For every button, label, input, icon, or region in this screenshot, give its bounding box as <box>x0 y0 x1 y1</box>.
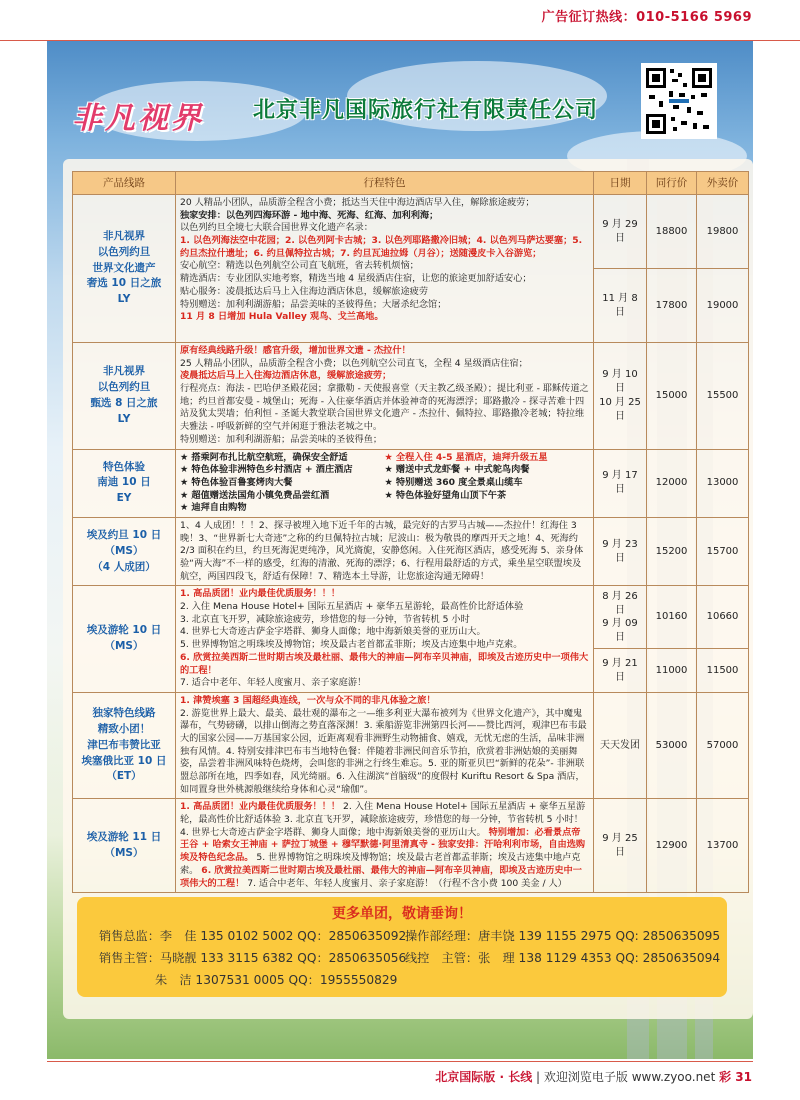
retail-price: 13700 <box>697 799 749 893</box>
feature-line: ★ 特别赠送 360 度全景桌山缆车 <box>384 476 523 488</box>
feature-line: 4. 世界七大奇迹古萨金字塔群、狮身人面像；地中海新娘美誉的亚历山大。 <box>180 626 486 638</box>
feature-line: 原有经典线路升级！感官升级，增加世界文遗 - 杰拉什！ <box>180 345 411 356</box>
route-features <box>176 195 594 343</box>
feature-line: ★ 特色体验非洲特色乡村酒店 + 酒庄酒店 <box>180 464 353 476</box>
departure-date: 9 月 23 日 <box>594 517 647 585</box>
table-row <box>73 586 749 649</box>
peer-price: 17800 <box>647 269 697 343</box>
table-row <box>73 799 749 893</box>
feature-line: 凌晨抵达后马上入住海边酒店休息，缓解旅途疲劳； <box>180 370 392 382</box>
feature-line: 3. 北京直飞开罗，减除旅途疲劳，珍惜您的每一分钟，节省转机 5 小时 <box>180 613 470 625</box>
retail-price: 57000 <box>697 692 749 799</box>
feature-line: 1. 高品质团！业内最佳优质服务！！！ <box>180 801 341 813</box>
feature-line: 7. 适合中老年、年轻人度蜜月、亲子家庭游！ <box>180 677 367 689</box>
route-features <box>176 586 594 693</box>
brand-logo: 非凡视界 <box>72 101 204 136</box>
departure-date: 9 月 21 日 <box>594 649 647 693</box>
table-row <box>73 343 749 450</box>
retail-price: 19000 <box>697 269 749 343</box>
route-name: 埃及游轮 11 日 （MS） <box>73 799 176 893</box>
route-features <box>176 449 594 517</box>
feature-line: 2. 游览世界上最大、最美、最壮观的瀑布之一—维多利亚大瀑布被列为《世界文化遗产》，其中魔鬼瀑布，气势磅礴，以排山倒海之势直落深渊！3. 乘船游览非洲第四长河——赞比西河，观津巴布韦最大的国家公园——万基国家公园，近距离观看非洲野生动物捕食、嬉戏，无忧无虑的生活，品味非洲独有风情。4. 特别安排津巴布韦当地特色餐：伴随着非洲民间音乐节拍，欣赏着非洲姑娘的美丽舞姿，品尝着非洲风味特色烧烤，会叫您的非洲之行终生难忘。5. 亚的斯亚贝巴“新鲜的花朵”- 非洲联盟总部所在地，四季如春，风光绮丽。6. 入住湖滨“首脑级”的度假村 Kuriftu Resort & Spa 酒店，如同置身世外桃源般继续给身体和心灵“瑜伽”。 <box>180 707 587 795</box>
col-header-features: 行程特色 <box>176 172 594 195</box>
route-name: 特色体验 南迪 10 日 EY <box>73 449 176 517</box>
peer-price: 15000 <box>647 343 697 450</box>
feature-line: 5. 世界博物馆之明珠埃及博物馆；埃及最古老首都孟菲斯；埃及古迹集中地卢克索。 <box>180 852 581 876</box>
route-name: 非凡视界 以色列约旦 世界文化遗产 奢选 10 日之旅 LY <box>73 195 176 343</box>
feature-line: 安心航空：精选以色列航空公司直飞航班，省去转机烦恼； <box>180 260 419 272</box>
peer-price: 11000 <box>647 649 697 693</box>
departure-date: 8 月 26 日 9 月 09 日 <box>594 586 647 649</box>
feature-line: 6. 欣赏拉美西斯二世时期古埃及最杜丽、最伟大的神庙—阿布辛贝神庙，即埃及古迹历史中一项伟大的工程！ <box>180 864 582 889</box>
feature-line: 1. 津赞埃塞 3 国超经典连线，一次与众不同的非凡体验之旅！ <box>180 694 436 706</box>
feature-line: ★ 迪拜自由购物 <box>180 502 247 514</box>
footer-page-number: 彩 31 <box>719 1070 752 1084</box>
peer-price: 12000 <box>647 449 697 517</box>
feature-line: 精选酒店：专业团队实地考察，精选当地 4 星级酒店住宿，让您的旅途更加舒适安心； <box>180 273 532 285</box>
feature-line: 1. 高品质团！业内最佳优质服务！！！ <box>180 588 341 600</box>
footer-site-link[interactable]: 欢迎浏览电子版 www.zyoo.net <box>543 1070 716 1084</box>
route-features <box>176 517 594 585</box>
feature-line: 1、4 人成团！！！2、探寻被埋入地下近千年的古城，最完好的古罗马古城——杰拉什！红海住 3 晚！3、“世界新七大奇迹”之称的约旦佩特拉古城；尼波山：极为敬畏的摩西开天之地！4、死海约 2/3 面积在约旦，约旦死海泥更纯净，风光旖旎，安静悠闲。入住死海区酒店，感受死海 5、亲身体验“两大海”不一样的感受，红海的清澈、死海的漂浮；6、行程用最舒适的方式，乘坐星空联盟埃及航空，两国四段飞，舒适有保障！7、精选本土导游，让您旅途沟通无障碍！ <box>180 519 584 582</box>
peer-price: 10160 <box>647 586 697 649</box>
route-name: 独家特色线路 精致小团！ 津巴布韦赞比亚 埃塞俄比亚 10 日 （ET） <box>73 692 176 799</box>
route-name: 埃及约旦 10 日 （MS） （4 人成团） <box>73 517 176 585</box>
feature-line: ★ 全程入住 4-5 星酒店，迪拜升级五星 <box>384 451 548 463</box>
feature-line: ★ 超值赠送法国角小镇免费品尝红酒 <box>180 489 330 501</box>
departure-date: 9 月 10 日 10 月 25 日 <box>594 343 647 450</box>
footer-separator: | <box>536 1070 541 1084</box>
departure-date: 11 月 8 日 <box>594 269 647 343</box>
feature-line: 1. 以色列海法空中花园；2. 以色列阿卡古城；3. 以色列耶路撒冷旧城；4. 以色列马萨达要塞；5. 约旦杰拉什遗址；6. 约旦佩特拉古城；7. 约旦瓦迪拉姆（月谷）；送随漫皮卡入谷游览； <box>180 235 583 259</box>
retail-price: 13000 <box>697 449 749 517</box>
peer-price: 18800 <box>647 195 697 269</box>
route-name: 埃及游轮 10 日 （MS） <box>73 586 176 693</box>
route-features <box>176 343 594 450</box>
contact-sales-director: 销售总监：李 佳 135 0102 5002 QQ：2850635092 <box>99 929 407 943</box>
contact-extra: 朱 洁 1307531 0005 QQ：1955550829 <box>155 973 398 987</box>
feature-line: 25 人精品小团队，品质游全程含小费；以色列航空公司直飞，全程 4 星级酒店住宿； <box>180 357 528 369</box>
feature-line: 独家安排：以色列四海环游 - 地中海、死海、红海、加利利海； <box>180 209 439 221</box>
feature-line: 20 人精品小团队，品质游全程含小费；抵达当天住中海边酒店早入住，解除旅途疲劳； <box>180 197 535 208</box>
retail-price: 15700 <box>697 517 749 585</box>
col-header-retail-price: 外卖价 <box>697 172 749 195</box>
feature-line: 贴心服务：凌晨抵达后马上入住海边酒店休息，缓解旅途疲劳 <box>180 285 429 297</box>
retail-price: 19800 <box>697 195 749 269</box>
route-name: 非凡视界 以色列约旦 甄选 8 日之旅 LY <box>73 343 176 450</box>
page-footer <box>435 1068 752 1085</box>
feature-line: 6. 欣赏拉美西斯二世时期古埃及最杜丽、最伟大的神庙—阿布辛贝神庙，即埃及古迹历史中一项伟大的工程！ <box>180 651 589 676</box>
contact-sales-supervisor: 销售主管：马晓靓 133 3115 6382 QQ：2850635056 <box>99 951 407 965</box>
qr-code[interactable] <box>641 63 717 139</box>
feature-line: 11 月 8 日增加 Hula Valley 观鸟、戈兰高地。 <box>180 311 384 323</box>
feature-line: 以色列约旦全境七大联合国世界文化遗产名录： <box>180 222 373 234</box>
contact-line-control: 线控 主管：张 理 138 1129 4353 QQ: 2850635094 <box>405 951 721 965</box>
peer-price: 15200 <box>647 517 697 585</box>
qr-code-graphic <box>643 65 715 137</box>
footer-edition: 北京国际版 · 长线 <box>435 1070 533 1084</box>
feature-line: 2. 入住 Mena House Hotel+ 国际五星酒店 + 豪华五星游轮，最高性价比舒适体验 <box>180 601 524 613</box>
routes-table <box>72 171 749 893</box>
peer-price: 12900 <box>647 799 697 893</box>
feature-line: 特别赠送：加利利湖游船；品尝美味的圣彼得鱼； <box>180 433 383 445</box>
route-features <box>176 799 594 893</box>
table-header-row <box>73 172 749 195</box>
table-row <box>73 692 749 799</box>
feature-line: ★ 特色体验好望角山顶下午茶 <box>384 489 507 501</box>
peer-price: 53000 <box>647 692 697 799</box>
table-row <box>73 195 749 269</box>
feature-line: 特别增加：必看景点帝王谷 + 哈索女王神庙 + 萨拉丁城堡 + 穆罕默德·阿里清真寺 - 独家安排：汗哈利利市场，自由选购埃及特色纪念品。 <box>180 826 586 864</box>
contact-operations-manager: 操作部经理：唐丰饶 139 1155 2975 QQ: 2850635095 <box>405 929 721 943</box>
route-features <box>176 692 594 799</box>
col-header-date: 日期 <box>594 172 647 195</box>
feature-line: 2. 入住 Mena House Hotel+ 国际五星酒店 + 豪华五星游轮，最高性价比舒适体验 3. 北京直飞开罗，减除旅途疲劳，珍惜您的每一分钟，节省转机 5 小时！4. 世界七大奇迹古萨金字塔群、狮身人面像；地中海新娘美誉的亚历山大。 <box>180 801 586 838</box>
feature-line: 5. 世界博物馆之明珠埃及博物馆；埃及最古老首都孟菲斯；埃及古迹集中地卢克索。 <box>180 639 523 651</box>
feature-line: 行程亮点：海法 - 巴哈伊圣殿花园；拿撒勒 - 天使报喜堂（天主教乙级圣殿）；提比利亚 - 耶稣传道之地；约旦首都安曼 - 城堡山；死海 - 入住豪华酒店并体验神奇的死海漂浮；耶路撒冷 - 探寻苦难十四站及犹太哭墙；伯利恒 - 圣诞大教堂联合国世界文化遗产 - 杰拉什、佩特拉、耶路撒冷老城；特拉维夫雅法 - 呼吸新鲜的空气并闲逛于雅法老城之中。 <box>180 383 589 433</box>
feature-line: ★ 赠送中式龙虾餐 + 中式鸵鸟肉餐 <box>384 464 530 476</box>
company-name: 北京非凡国际旅行社有限责任公司 <box>253 98 599 123</box>
table-row <box>73 517 749 585</box>
col-header-peer-price: 同行价 <box>647 172 697 195</box>
feature-line: 7. 适合中老年、年轻人度蜜月、亲子家庭游！（行程不含小费 100 美金 / 人） <box>247 877 567 889</box>
departure-date: 9 月 29 日 <box>594 195 647 269</box>
hotline: 广告征订热线：010-5166 5969 <box>541 10 752 25</box>
feature-line: ★ 搭乘阿布扎比航空航班，确保安全舒适 <box>180 451 348 463</box>
retail-price: 11500 <box>697 649 749 693</box>
departure-date: 9 月 17 日 <box>594 449 647 517</box>
contact-box <box>77 897 727 997</box>
table-row <box>73 449 749 517</box>
col-header-route: 产品线路 <box>73 172 176 195</box>
retail-price: 15500 <box>697 343 749 450</box>
departure-date: 天天发团 <box>594 692 647 799</box>
feature-line: ★ 特色体验百鲁宴烤肉大餐 <box>180 476 293 488</box>
departure-date: 9 月 25 日 <box>594 799 647 893</box>
feature-line: 特别赠送：加利利湖游船；品尝美味的圣彼得鱼；大屠杀纪念馆； <box>180 298 447 310</box>
feature-grid <box>180 452 589 515</box>
contact-title: 更多单团，敬请垂询！ <box>332 906 472 922</box>
retail-price: 10660 <box>697 586 749 649</box>
bottom-rule <box>47 1061 753 1062</box>
